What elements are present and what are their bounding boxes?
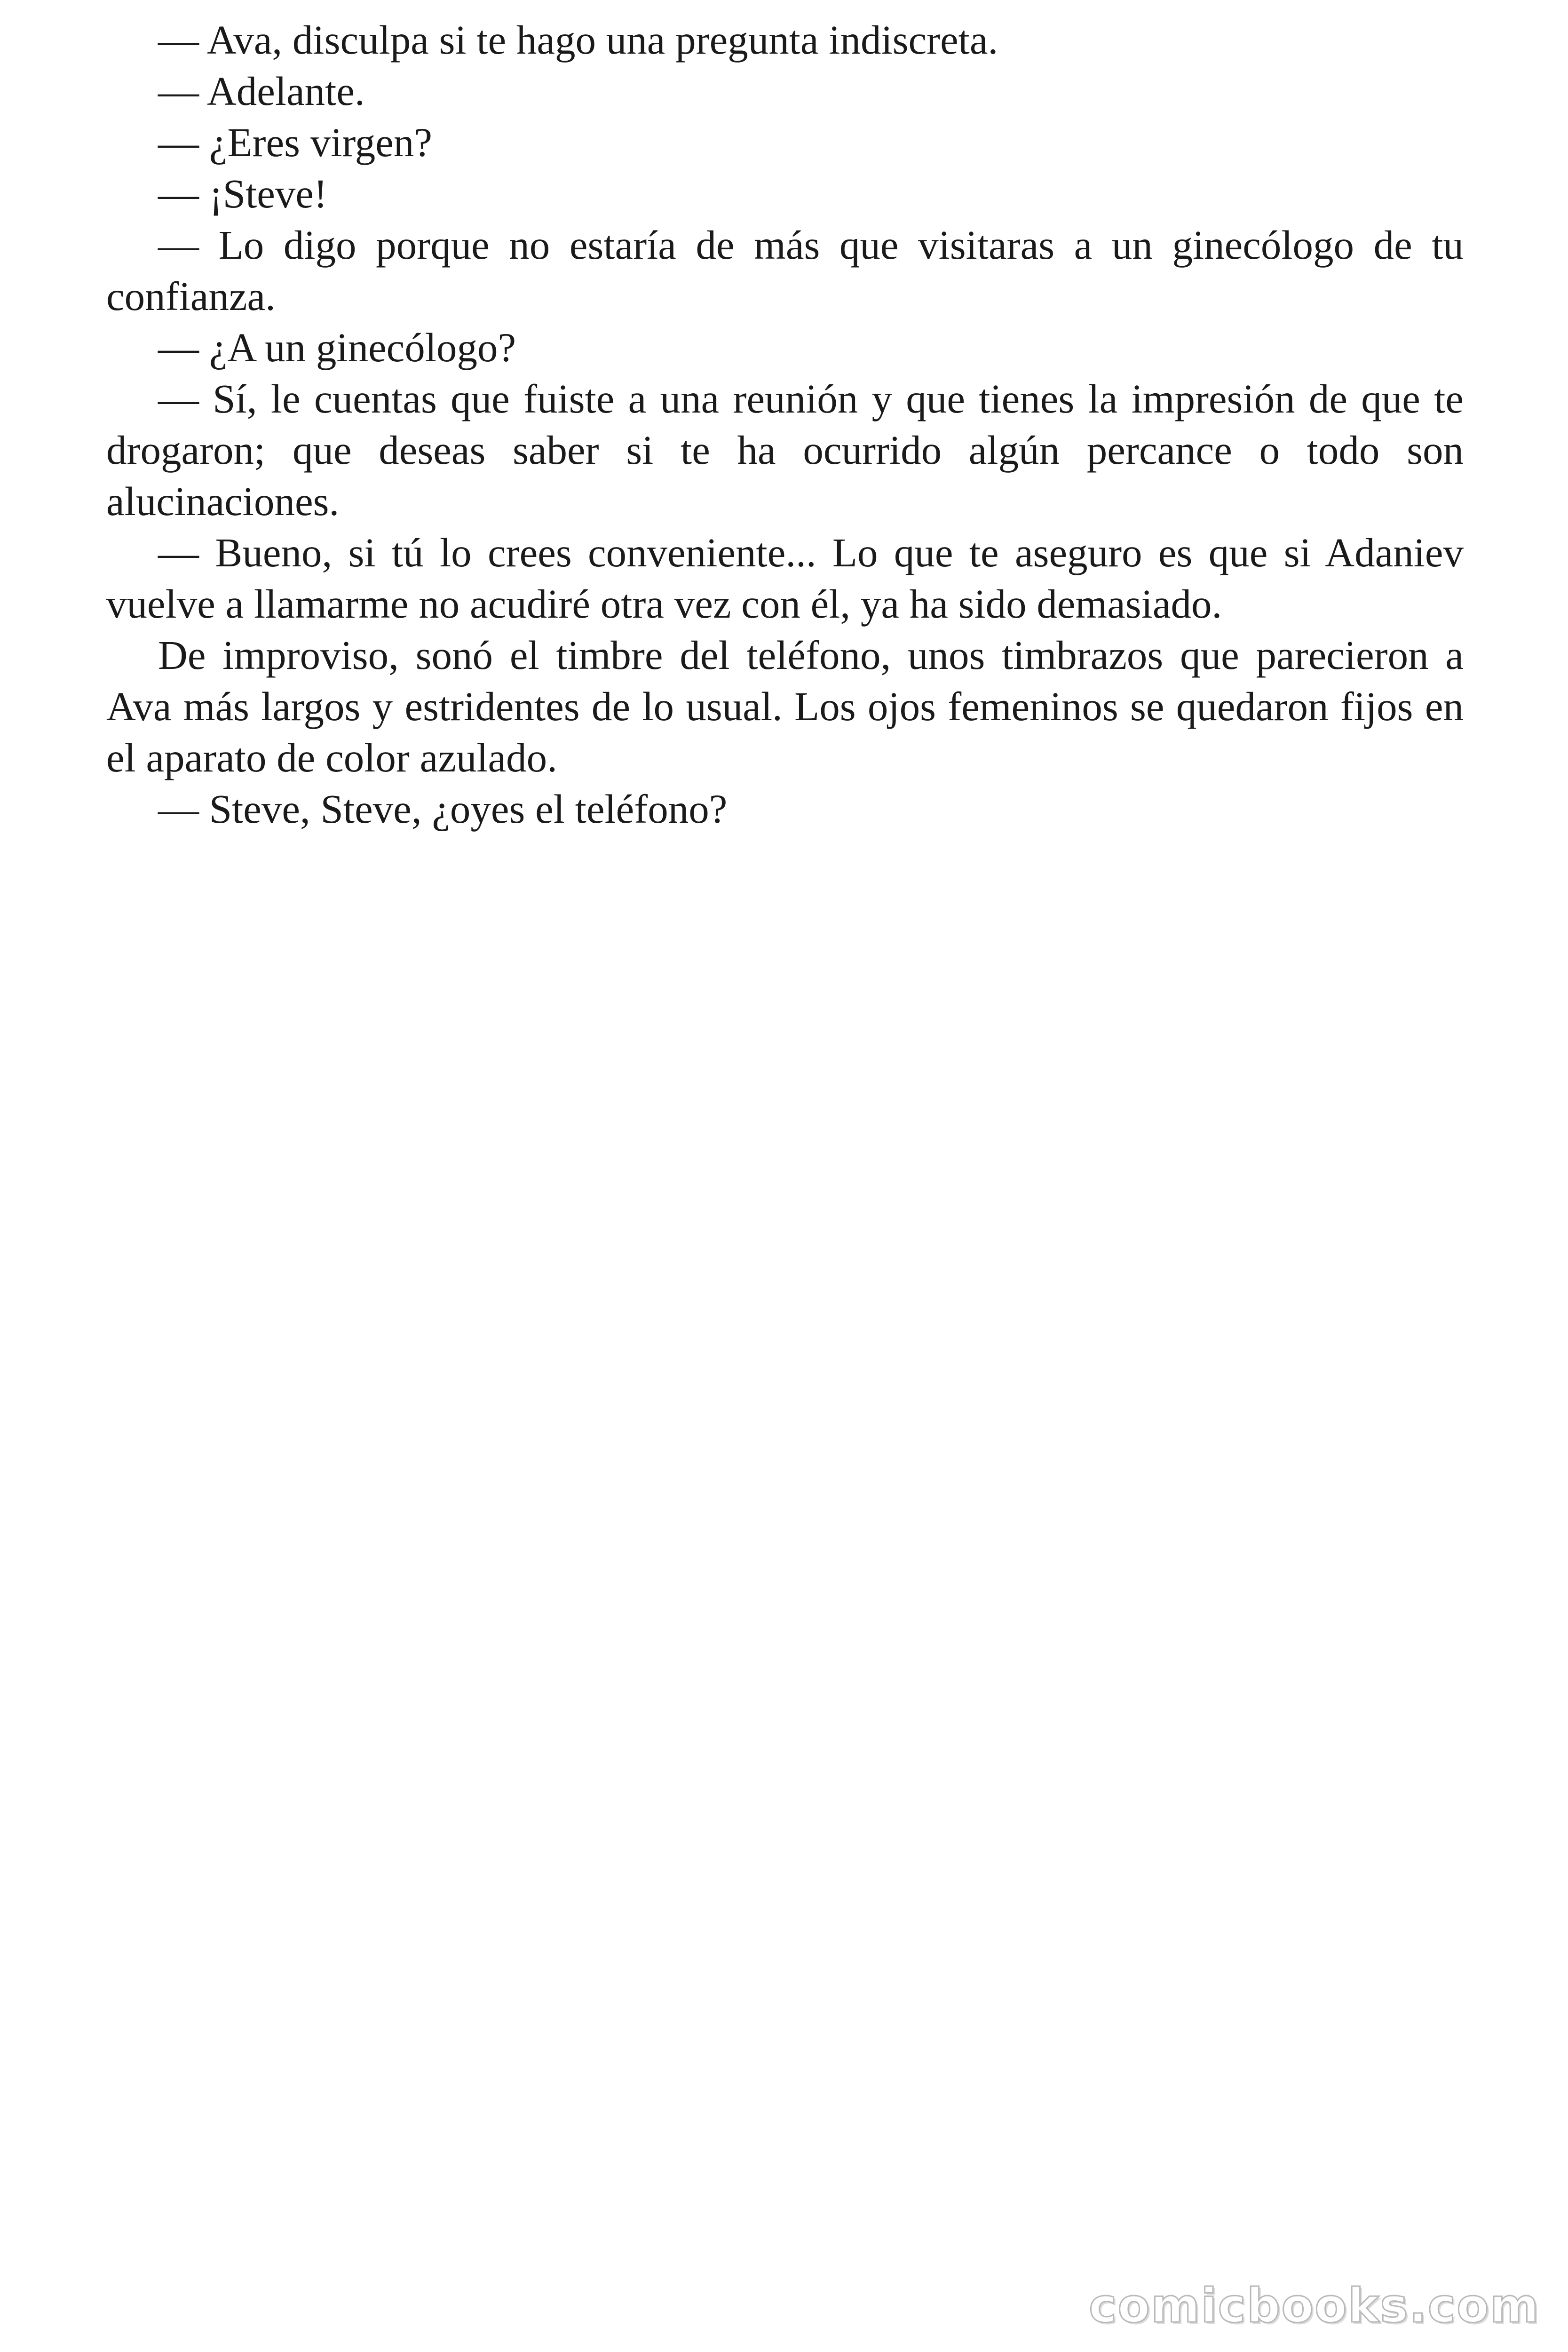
watermark: comicbooks.com [1089,2278,1540,2333]
paragraph: — Ava, disculpa si te hago una pregunta indiscreta. [158,17,998,63]
paragraph: — ¡Steve! [158,171,327,216]
paragraph: — Adelante. [158,68,365,114]
paragraph: — ¿Eres virgen? [158,119,433,165]
paragraph: De improviso, sonó el timbre del teléfono, unos timbrazos que parecieron a Ava más largos y estridentes de lo usual. Los ojos femeninos se quedaron fijos en el aparato de color azulado. [106,632,1464,780]
paragraph: — Bueno, si tú lo crees conveniente... Lo que te aseguro es que si Adaniev vuelve a llamarme no acudiré otra vez con él, ya ha sido demasiado. [106,530,1464,627]
paragraph: — ¿A un ginecólogo? [158,325,516,370]
paragraph: — Steve, Steve, ¿oyes el teléfono? [158,786,728,832]
paragraph: — Sí, le cuentas que fuiste a una reunión y que tienes la impresión de que te drogaron; que deseas saber si te ha ocurrido algún percance o todo son alucinaciones. [106,376,1464,524]
body-text [106,14,1464,834]
paragraph: — Lo digo porque no estaría de más que visitaras a un ginecólogo de tu confianza. [106,222,1464,319]
